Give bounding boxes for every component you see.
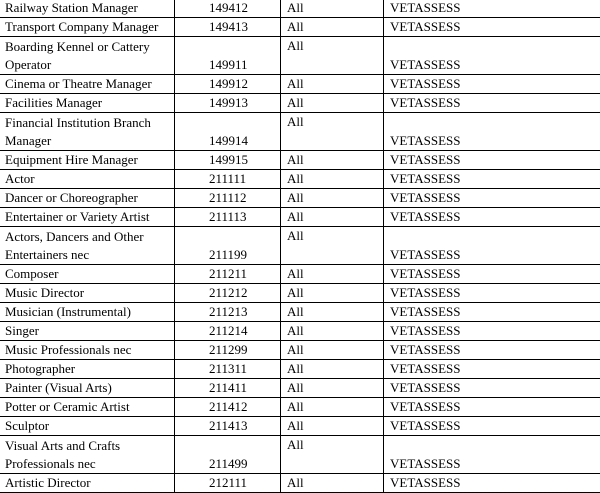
authority-cell: VETASSESS bbox=[384, 94, 600, 113]
code-cell: 211311 bbox=[175, 360, 281, 379]
occupation-cell: Photographer bbox=[0, 360, 175, 379]
code-cell: 149911 bbox=[175, 37, 281, 75]
code-cell: 211213 bbox=[175, 303, 281, 322]
occupation-cell: Painter (Visual Arts) bbox=[0, 379, 175, 398]
location-cell: All bbox=[281, 398, 384, 417]
table-row bbox=[0, 18, 600, 37]
location-cell: All bbox=[281, 113, 384, 151]
table-row bbox=[0, 37, 600, 75]
authority-cell: VETASSESS bbox=[384, 113, 600, 151]
code-cell: 149412 bbox=[175, 0, 281, 18]
code-cell: 149915 bbox=[175, 151, 281, 170]
code-cell: 149912 bbox=[175, 75, 281, 94]
location-cell: All bbox=[281, 284, 384, 303]
occupation-cell: Transport Company Manager bbox=[0, 18, 175, 37]
authority-cell: VETASSESS bbox=[384, 379, 600, 398]
table-row bbox=[0, 75, 600, 94]
code-cell: 211214 bbox=[175, 322, 281, 341]
table-row bbox=[0, 265, 600, 284]
code-cell: 212111 bbox=[175, 474, 281, 493]
table-row bbox=[0, 474, 600, 493]
location-cell: All bbox=[281, 265, 384, 284]
code-cell: 211113 bbox=[175, 208, 281, 227]
authority-cell: VETASSESS bbox=[384, 75, 600, 94]
occupation-cell: Singer bbox=[0, 322, 175, 341]
occupation-cell: Dancer or Choreographer bbox=[0, 189, 175, 208]
occupation-cell: Actor bbox=[0, 170, 175, 189]
location-cell: All bbox=[281, 474, 384, 493]
occupation-cell: Facilities Manager bbox=[0, 94, 175, 113]
occupation-cell: Artistic Director bbox=[0, 474, 175, 493]
occupation-cell: Railway Station Manager bbox=[0, 0, 175, 18]
code-cell: 149413 bbox=[175, 18, 281, 37]
occupation-cell: Equipment Hire Manager bbox=[0, 151, 175, 170]
location-cell: All bbox=[281, 303, 384, 322]
authority-cell: VETASSESS bbox=[384, 303, 600, 322]
occupation-cell: Musician (Instrumental) bbox=[0, 303, 175, 322]
location-cell: All bbox=[281, 360, 384, 379]
table-row bbox=[0, 360, 600, 379]
table-row bbox=[0, 398, 600, 417]
authority-cell: VETASSESS bbox=[384, 474, 600, 493]
code-cell: 211499 bbox=[175, 436, 281, 474]
authority-cell: VETASSESS bbox=[384, 341, 600, 360]
code-cell: 211413 bbox=[175, 417, 281, 436]
occupation-cell: Boarding Kennel or Cattery Operator bbox=[0, 37, 175, 75]
authority-cell: VETASSESS bbox=[384, 436, 600, 474]
code-cell: 149914 bbox=[175, 113, 281, 151]
location-cell: All bbox=[281, 417, 384, 436]
occupation-cell: Sculptor bbox=[0, 417, 175, 436]
table-row bbox=[0, 189, 600, 208]
code-cell: 211112 bbox=[175, 189, 281, 208]
table-row bbox=[0, 0, 600, 18]
location-cell: All bbox=[281, 18, 384, 37]
code-cell: 211212 bbox=[175, 284, 281, 303]
location-cell: All bbox=[281, 151, 384, 170]
authority-cell: VETASSESS bbox=[384, 398, 600, 417]
table-row bbox=[0, 284, 600, 303]
code-cell: 211111 bbox=[175, 170, 281, 189]
location-cell: All bbox=[281, 37, 384, 75]
code-cell: 211199 bbox=[175, 227, 281, 265]
occupation-cell: Actors, Dancers and Other Entertainers nec bbox=[0, 227, 175, 265]
table-row bbox=[0, 379, 600, 398]
authority-cell: VETASSESS bbox=[384, 417, 600, 436]
table-row bbox=[0, 208, 600, 227]
code-cell: 211412 bbox=[175, 398, 281, 417]
authority-cell: VETASSESS bbox=[384, 227, 600, 265]
authority-cell: VETASSESS bbox=[384, 18, 600, 37]
occupation-cell: Music Director bbox=[0, 284, 175, 303]
authority-cell: VETASSESS bbox=[384, 284, 600, 303]
table-row bbox=[0, 417, 600, 436]
table-row bbox=[0, 322, 600, 341]
occupation-cell: Music Professionals nec bbox=[0, 341, 175, 360]
table-row bbox=[0, 341, 600, 360]
code-cell: 211299 bbox=[175, 341, 281, 360]
occupation-cell: Entertainer or Variety Artist bbox=[0, 208, 175, 227]
occupation-cell: Visual Arts and Crafts Professionals nec bbox=[0, 436, 175, 474]
code-cell: 149913 bbox=[175, 94, 281, 113]
location-cell: All bbox=[281, 227, 384, 265]
authority-cell: VETASSESS bbox=[384, 322, 600, 341]
table-row bbox=[0, 170, 600, 189]
location-cell: All bbox=[281, 0, 384, 18]
table-row bbox=[0, 227, 600, 265]
location-cell: All bbox=[281, 341, 384, 360]
location-cell: All bbox=[281, 170, 384, 189]
occupation-cell: Cinema or Theatre Manager bbox=[0, 75, 175, 94]
table-row bbox=[0, 151, 600, 170]
location-cell: All bbox=[281, 75, 384, 94]
authority-cell: VETASSESS bbox=[384, 170, 600, 189]
authority-cell: VETASSESS bbox=[384, 265, 600, 284]
table-row bbox=[0, 113, 600, 151]
location-cell: All bbox=[281, 322, 384, 341]
authority-cell: VETASSESS bbox=[384, 0, 600, 18]
table-row bbox=[0, 303, 600, 322]
code-cell: 211211 bbox=[175, 265, 281, 284]
authority-cell: VETASSESS bbox=[384, 189, 600, 208]
location-cell: All bbox=[281, 208, 384, 227]
location-cell: All bbox=[281, 379, 384, 398]
code-cell: 211411 bbox=[175, 379, 281, 398]
authority-cell: VETASSESS bbox=[384, 37, 600, 75]
authority-cell: VETASSESS bbox=[384, 360, 600, 379]
table-row bbox=[0, 436, 600, 474]
location-cell: All bbox=[281, 436, 384, 474]
authority-cell: VETASSESS bbox=[384, 151, 600, 170]
table-row bbox=[0, 94, 600, 113]
occupation-cell: Composer bbox=[0, 265, 175, 284]
location-cell: All bbox=[281, 94, 384, 113]
occupation-cell: Financial Institution Branch Manager bbox=[0, 113, 175, 151]
occupation-cell: Potter or Ceramic Artist bbox=[0, 398, 175, 417]
location-cell: All bbox=[281, 189, 384, 208]
authority-cell: VETASSESS bbox=[384, 208, 600, 227]
